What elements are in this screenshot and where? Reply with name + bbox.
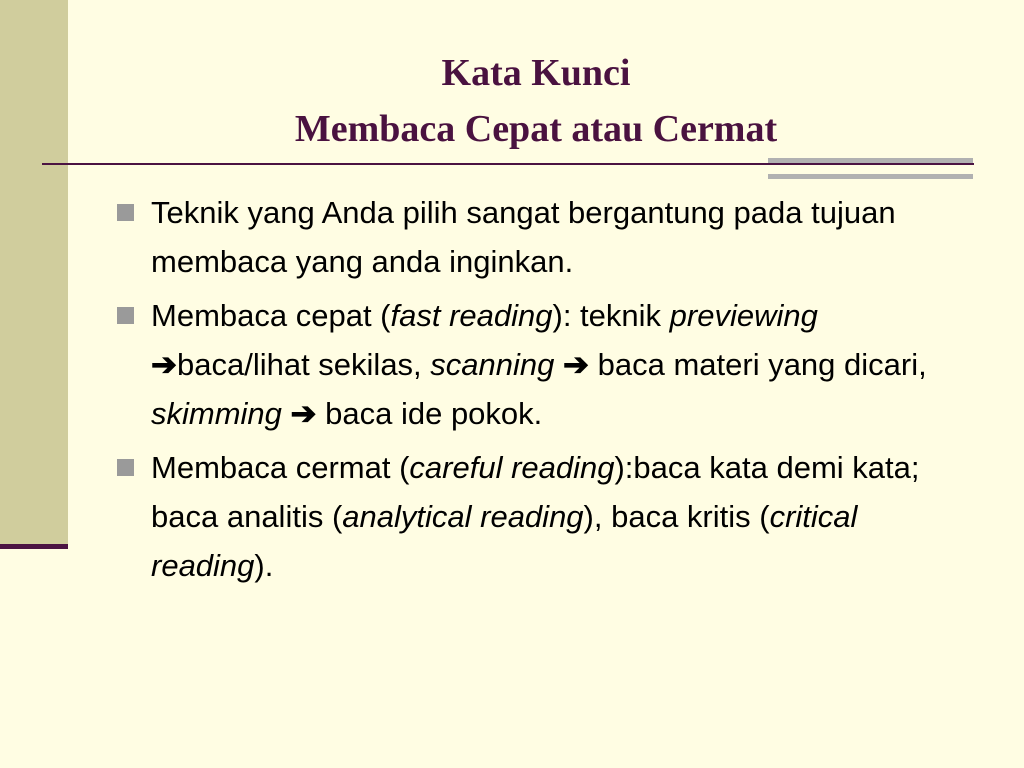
grey-accent-bar-top: [768, 158, 973, 163]
italic-term: fast reading: [390, 298, 553, 333]
slide-subtitle: Membaca Cepat atau Cermat: [294, 108, 778, 150]
italic-term: critical reading: [151, 499, 858, 583]
text-run: ).: [254, 548, 274, 583]
text-run: baca materi yang dicari,: [589, 347, 927, 382]
text-run: Membaca cermat (: [151, 450, 410, 485]
bullet-list: [114, 188, 964, 595]
bullet-item: [114, 291, 964, 438]
text-run: ), baca kritis (: [583, 499, 770, 534]
italic-term: scanning: [430, 347, 555, 382]
italic-term: careful reading: [409, 450, 615, 485]
right-arrow-icon: ➔: [151, 347, 177, 382]
bullet-item: [114, 188, 964, 286]
left-band-rule: [0, 544, 68, 549]
square-bullet-icon: [117, 204, 134, 221]
slide-title: Kata Kunci: [441, 52, 631, 94]
text-run: [554, 347, 563, 382]
bullet-text: [151, 195, 896, 279]
bullet-text: [151, 450, 919, 583]
text-run: Teknik yang Anda pilih sangat bergantung pada tujuan membaca yang anda inginkan.: [151, 195, 896, 279]
italic-term: analytical reading: [342, 499, 584, 534]
square-bullet-icon: [117, 459, 134, 476]
title-divider: [42, 163, 974, 165]
text-run: [282, 396, 291, 431]
text-run: Membaca cepat (: [151, 298, 391, 333]
bullet-item: [114, 443, 964, 590]
text-run: baca ide pokok.: [316, 396, 543, 431]
square-bullet-icon: [117, 307, 134, 324]
text-run: ): teknik: [552, 298, 670, 333]
right-arrow-icon: ➔: [563, 347, 589, 382]
bullet-text: [151, 298, 927, 431]
grey-accent-bar-bottom: [768, 174, 973, 179]
right-arrow-icon: ➔: [290, 396, 317, 431]
text-run: baca/lihat sekilas,: [176, 347, 431, 382]
italic-term: previewing: [669, 298, 818, 333]
italic-term: skimming: [151, 396, 282, 431]
text-run: ):baca kata demi kata; baca analitis (: [151, 450, 920, 534]
